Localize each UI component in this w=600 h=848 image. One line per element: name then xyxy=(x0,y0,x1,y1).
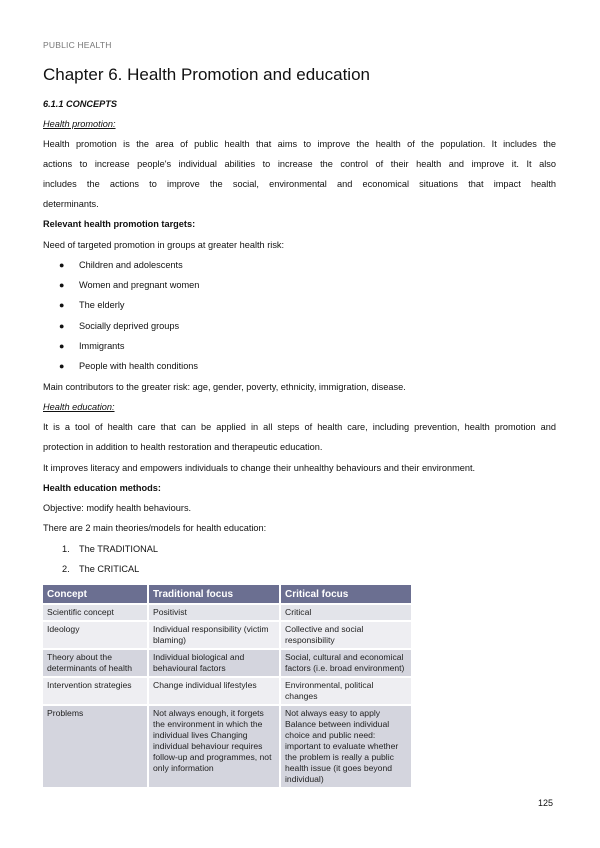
bullet-icon: ● xyxy=(59,341,65,351)
list-item: ● The elderly xyxy=(59,300,125,310)
list-item: ● Immigrants xyxy=(59,341,125,351)
theories-intro: There are 2 main theories/models for health education: xyxy=(43,523,267,533)
list-item: ● People with health conditions xyxy=(59,361,199,371)
column-header: Traditional focus xyxy=(148,585,280,604)
table-row: Scientific concept Positivist Critical xyxy=(43,604,412,621)
methods-heading: Health education methods: xyxy=(43,483,161,493)
table-row: Ideology Individual responsibility (victim blaming) Collective and social responsibility xyxy=(43,621,412,649)
numbered-item: 2. The CRITICAL xyxy=(62,564,140,574)
column-header: Concept xyxy=(43,585,148,604)
he-line: It is a tool of health care that can be applied in all steps of health care, including prevention, health promotion and xyxy=(43,422,556,432)
chapter-title: Chapter 6. Health Promotion and education xyxy=(43,65,370,84)
running-header: PUBLIC HEALTH xyxy=(43,40,112,50)
hp-heading: Health promotion: xyxy=(43,119,116,129)
column-header: Critical focus xyxy=(280,585,412,604)
list-item: ● Women and pregnant women xyxy=(59,280,200,290)
section-heading: 6.1.1 CONCEPTS xyxy=(43,99,118,109)
page-number: 125 xyxy=(538,798,554,808)
table-row: Theory about the determinants of health Individual biological and behavioural factors Social, cultural and economical factors (i.e. broad environment) xyxy=(43,649,412,677)
table-row: Intervention strategies Change individual lifestyles Environmental, political changes xyxy=(43,677,412,705)
hp-line: Health promotion is the area of public health that aims to improve the health of the population. It includes the xyxy=(43,139,556,149)
bullet-icon: ● xyxy=(59,300,65,310)
targets-intro: Need of targeted promotion in groups at greater health risk: xyxy=(43,240,285,250)
bullet-icon: ● xyxy=(59,361,65,371)
list-item: ● Children and adolescents xyxy=(59,260,183,270)
he-heading: Health education: xyxy=(43,402,115,412)
hp-line: determinants. xyxy=(43,199,99,209)
bullet-icon: ● xyxy=(59,321,65,331)
he-line: protection in addition to health restoration and therapeutic education. xyxy=(43,442,323,452)
table-row: Problems Not always enough, it forgets the environment in which the individual lives Changing individual behaviour requires follow-up and programmes, not only information Not always easy to apply Balance between individual choice and public need: important to evaluate whether the problem is really a public health issue (it goes beyond individual) xyxy=(43,705,412,787)
objective: Objective: modify health behaviours. xyxy=(43,503,192,513)
hp-line: includes the actions to improve the social, environmental and economical situations that impact health xyxy=(43,179,556,189)
hp-line: actions to increase people's individual abilities to increase the control of their health and improve it. It also xyxy=(43,159,556,169)
numbered-item: 1. The TRADITIONAL xyxy=(62,544,158,554)
bullet-icon: ● xyxy=(59,280,65,290)
targets-heading: Relevant health promotion targets: xyxy=(43,219,196,229)
focus-comparison-table xyxy=(43,585,413,787)
bullet-icon: ● xyxy=(59,260,65,270)
he-literacy: It improves literacy and empowers individuals to change their unhealthy behaviours and their environment. xyxy=(43,463,476,473)
contributors: Main contributors to the greater risk: age, gender, poverty, ethnicity, immigration, disease. xyxy=(43,382,406,392)
list-item: ● Socially deprived groups xyxy=(59,321,180,331)
